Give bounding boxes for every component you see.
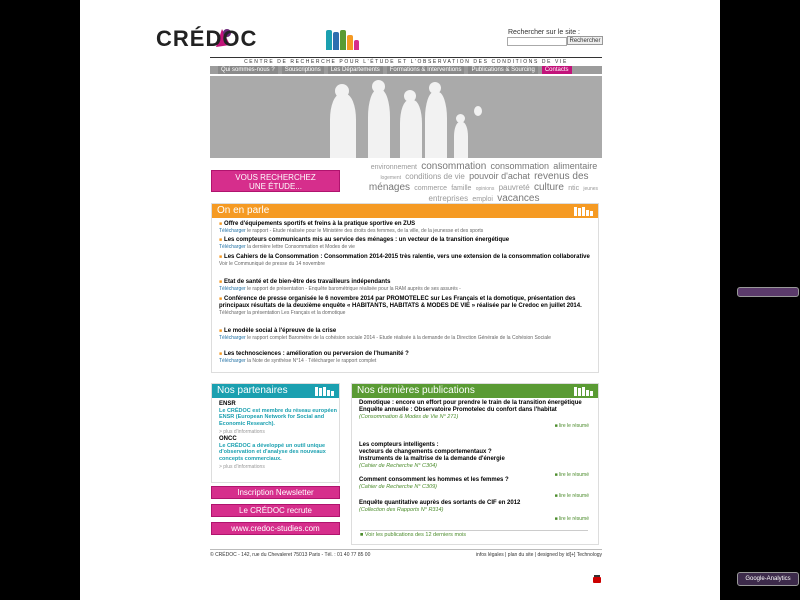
partner-heading: ONCC xyxy=(219,436,237,442)
footer-address: © CRÉDOC - 142, rue du Chevaleret 75013 Paris - Tél. : 01 40 77 85 00 xyxy=(210,552,371,558)
nav-item-qui-sommes-nous[interactable]: Qui sommes-nous ? xyxy=(218,66,278,74)
news-sub xyxy=(219,261,599,267)
partner-more-link[interactable]: > plus d'informations xyxy=(219,464,265,470)
news-item[interactable] xyxy=(219,254,599,267)
tag-link[interactable]: conditions de vie xyxy=(405,172,465,181)
search-study-button[interactable] xyxy=(211,170,340,192)
news-sub-text: le rapport de présentation - Enquête barométrique réalisée pour la RAM auprès de ses assurés - xyxy=(245,286,461,292)
partner-oncc[interactable] xyxy=(219,436,339,471)
all-publications-label: Voir les publications des 12 derniers mois xyxy=(364,532,467,538)
news-sub-text: Voir le Communiqué de presse du 14 novembre xyxy=(219,261,325,267)
tag-link[interactable]: commerce xyxy=(414,185,447,192)
partenaires-title: Nos partenaires xyxy=(217,385,288,396)
tag-link[interactable]: jeunes xyxy=(583,186,599,192)
publication-summary-link[interactable]: ■ lire le résumé xyxy=(554,423,589,429)
footer xyxy=(210,549,602,558)
news-sub-text: Télécharger la présentation Les Français et la domotique xyxy=(219,310,346,316)
search-button[interactable]: Rechercher xyxy=(567,36,603,45)
logo[interactable]: CRÉDOC xyxy=(156,26,258,51)
google-analytics-badge[interactable]: Google-Analytics xyxy=(737,572,799,586)
partner-text: Le CRÉDOC est membre du réseau européen ENSR (European Network for Social and Economic Research). xyxy=(219,407,337,427)
news-title[interactable]: ■ Les Cahiers de la Consommation : Consommation 2014-2015 très ralentie, vers une extension de la consommation collaborative xyxy=(219,254,599,261)
nav-item-formations[interactable]: Formations & Interventions xyxy=(387,66,465,74)
logo-figures-icon xyxy=(326,28,374,50)
news-item[interactable] xyxy=(219,296,599,316)
tag-link[interactable]: entreprises xyxy=(428,194,469,203)
tag-link[interactable]: opinions xyxy=(475,186,495,192)
tag-link[interactable]: revenus des ménages xyxy=(368,171,589,193)
publication-collection: (Collection des Rapports N° R314) xyxy=(359,507,444,513)
youtube-icon[interactable] xyxy=(593,571,601,580)
news-sub xyxy=(219,310,599,316)
publication-summary-label: lire le résumé xyxy=(558,493,589,499)
news-download-link[interactable]: Télécharger xyxy=(219,286,246,292)
footer-links[interactable]: infos légales | plan du site | designed by id[+] Technology xyxy=(475,552,602,558)
all-publications-link[interactable]: ■ Voir les publications des 12 derniers mois xyxy=(360,530,588,538)
on-en-parle-header xyxy=(212,204,598,218)
search-label: Rechercher sur le site : xyxy=(508,29,580,36)
news-download-link[interactable]: Télécharger xyxy=(219,244,246,250)
news-title[interactable]: ■ Les compteurs communicants mis au service des ménages : un vecteur de la transition énergétique xyxy=(219,237,599,244)
news-title[interactable]: ■ Etat de santé et de bien-être des travailleurs indépendants xyxy=(219,279,599,286)
news-item[interactable] xyxy=(219,351,599,364)
search-input[interactable] xyxy=(507,37,567,46)
news-sub-text: le rapport complet Baromètre de la cohésion sociale 2014 - Etude réalisée à la demande de la Direction Générale de la Cohésion Sociale xyxy=(245,335,551,341)
publication-item[interactable] xyxy=(359,442,589,479)
news-title[interactable]: ■ Conférence de presse organisée le 6 novembre 2014 par PROMOTELEC sur Les Français et la domotique, présentation des principaux résultats de la deuxième enquête « HABITANTS, HABITATS & MODES DE VIE » réalisée par le Credoc en juillet 2014. xyxy=(219,296,599,310)
news-item[interactable] xyxy=(219,279,599,292)
publication-title[interactable]: Comment consomment les hommes et les femmes ? xyxy=(359,477,509,483)
news-sub xyxy=(219,335,599,341)
tag-link[interactable]: famille xyxy=(451,185,472,192)
publications-header xyxy=(352,384,598,398)
publication-collection: (Cahier de Recherche N° C304) xyxy=(359,463,438,469)
partner-heading: ENSR xyxy=(219,401,236,407)
people-icon xyxy=(574,386,594,396)
news-sub xyxy=(219,358,599,364)
news-title[interactable]: ■ Offre d'équipements sportifs et freins à la pratique sportive en ZUS xyxy=(219,221,599,228)
tagline: CENTRE DE RECHERCHE POUR L'ÉTUDE ET L'OBSERVATION DES CONDITIONS DE VIE xyxy=(210,57,602,65)
search-study-line2: UNE ÉTUDE... xyxy=(249,182,302,191)
partner-more-link[interactable]: > plus d'informations xyxy=(219,429,265,435)
publication-summary-label: lire le résumé xyxy=(558,516,589,522)
news-sub-text: le rapport - Etude réalisée pour le Ministère des droits des femmes, de la ville, de la jeunesse et des sports xyxy=(245,228,484,234)
nav-item-publications[interactable]: Publications & Sourcing xyxy=(468,66,537,74)
news-sub xyxy=(219,286,599,292)
nav-item-souscriptions[interactable]: Souscriptions xyxy=(282,66,324,74)
publication-item[interactable] xyxy=(359,477,589,500)
partner-text: Le CRÉDOC a développé un outil unique d'observation et d'analyse des nouveaux concepts commerciaux. xyxy=(219,442,326,462)
studies-site-button[interactable]: www.credoc-studies.com xyxy=(211,522,340,535)
publication-title[interactable]: Les compteurs intelligents : vecteurs de changements comportementaux ? Instruments de la maîtrise de la demande d'énergie xyxy=(359,442,505,462)
tag-link[interactable]: logement xyxy=(380,175,402,181)
news-item[interactable] xyxy=(219,328,599,341)
news-item[interactable] xyxy=(219,237,599,250)
tag-link[interactable]: alimentaire xyxy=(553,161,598,171)
side-panel-tab[interactable] xyxy=(737,287,799,297)
publication-summary-link[interactable]: ■ lire le résumé xyxy=(554,472,589,478)
partenaires-header xyxy=(212,384,339,398)
main-nav xyxy=(210,66,602,74)
publication-item[interactable] xyxy=(359,400,589,430)
news-sub-text: la Note de synthèse N°14 · Télécharger le rapport complet xyxy=(245,358,377,364)
nav-item-contacts[interactable]: Contacts xyxy=(542,66,572,74)
tag-cloud xyxy=(366,162,602,204)
news-download-link[interactable]: Télécharger xyxy=(219,335,246,341)
publication-summary-label: lire le résumé xyxy=(558,472,589,478)
tag-link[interactable]: vacances xyxy=(497,193,540,204)
news-title[interactable]: ■ Le modèle social à l'épreuve de la crise xyxy=(219,328,599,335)
news-sub-text: la dernière lettre Consommation et Modes de vie xyxy=(245,244,355,250)
tag-link[interactable]: ntic xyxy=(568,185,580,192)
tag-link[interactable]: consommation xyxy=(421,161,487,172)
publications-title: Nos dernières publications xyxy=(357,385,475,396)
news-sub xyxy=(219,228,599,234)
tag-link[interactable]: culture xyxy=(533,182,564,193)
search-study-line1: VOUS RECHERCHEZ xyxy=(235,173,316,182)
hero-banner xyxy=(210,76,602,158)
news-download-link[interactable]: Télécharger xyxy=(219,358,246,364)
news-title[interactable]: ■ Les technosciences : amélioration ou perversion de l'humanité ? xyxy=(219,351,599,358)
publication-title[interactable]: Enquête quantitative auprès des sortants de CIF en 2012 xyxy=(359,500,521,506)
nav-item-departements[interactable]: Les Départements xyxy=(328,66,383,74)
people-icon xyxy=(574,206,594,216)
news-sub xyxy=(219,244,599,250)
publication-collection: (Consommation & Modes de Vie N° 271) xyxy=(359,414,459,420)
tag-link[interactable]: environnement xyxy=(370,164,417,171)
news-download-link[interactable]: Télécharger xyxy=(219,228,246,234)
recruit-button[interactable]: Le CRÉDOC recrute xyxy=(211,504,340,517)
publication-collection: (Cahier de Recherche N° C309) xyxy=(359,484,438,490)
news-item[interactable] xyxy=(219,221,599,234)
people-icon xyxy=(315,386,335,396)
tag-link[interactable]: pauvreté xyxy=(498,183,530,192)
publication-summary-label: lire le résumé xyxy=(558,423,589,429)
publication-item[interactable] xyxy=(359,500,589,523)
newsletter-button[interactable]: Inscription Newsletter xyxy=(211,486,340,499)
tag-link[interactable]: pouvoir d'achat xyxy=(469,171,530,181)
publication-title[interactable]: Domotique : encore un effort pour prendre le train de la transition énergétique Enquête annuelle : Observatoire Promotelec du confort dans l'habitat xyxy=(359,400,582,413)
tag-link[interactable]: consommation xyxy=(490,161,550,171)
publication-summary-link[interactable]: ■ lire le résumé xyxy=(554,516,589,522)
tag-link[interactable]: emploi xyxy=(472,196,493,203)
on-en-parle-title: On en parle xyxy=(217,205,270,216)
partner-ensr[interactable] xyxy=(219,401,339,436)
publication-summary-link[interactable]: ■ lire le résumé xyxy=(554,493,589,499)
